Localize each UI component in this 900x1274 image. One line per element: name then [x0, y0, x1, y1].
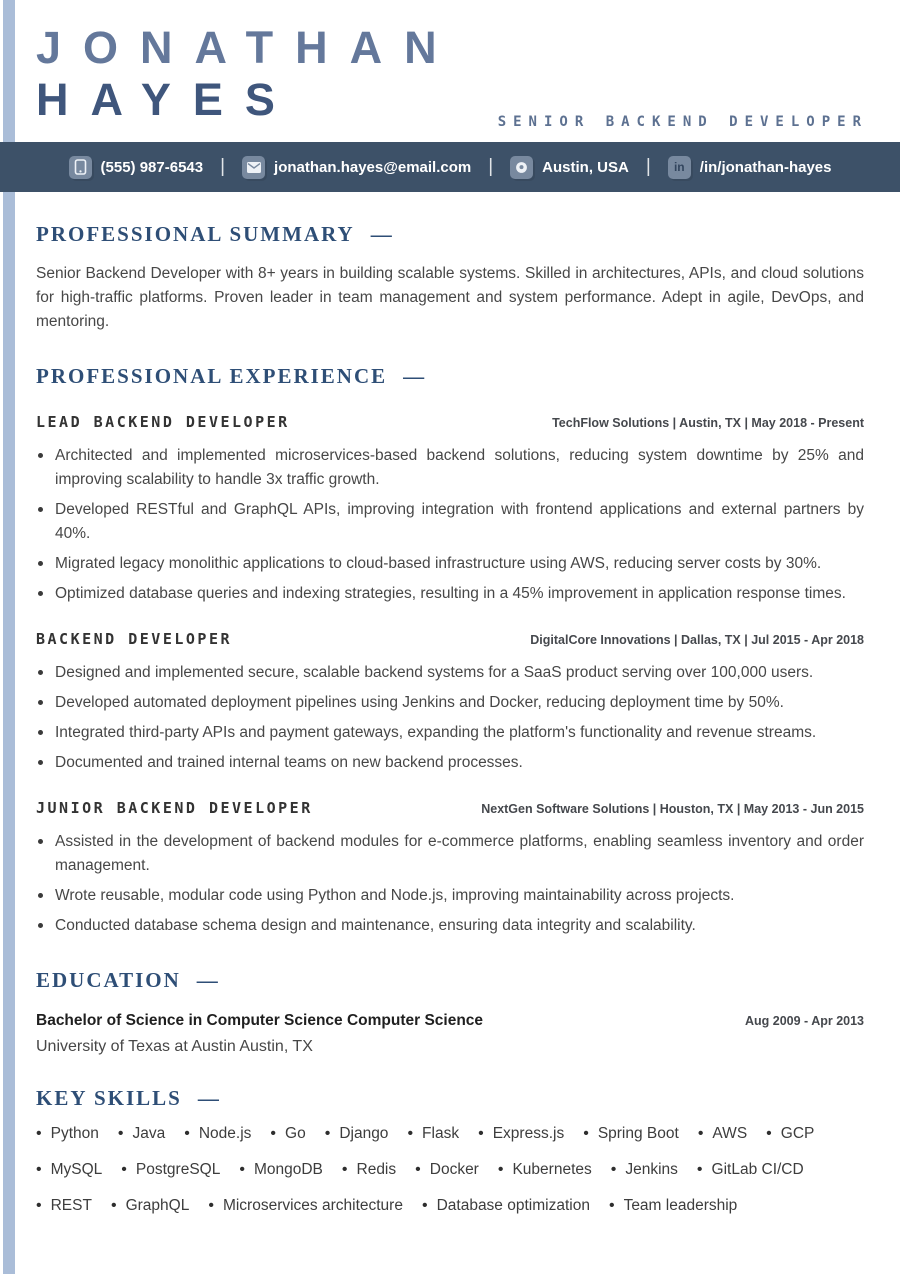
skills-row	[36, 1120, 864, 1147]
contact-location-label: Austin, USA	[542, 158, 629, 176]
skill-item: • Go	[270, 1120, 305, 1147]
skill-item: • GraphQL	[111, 1192, 189, 1219]
contact-separator: |	[220, 156, 226, 177]
job-role: JUNIOR BACKEND DEVELOPER	[36, 799, 313, 817]
job-bullet: Developed RESTful and GraphQL APIs, improving integration with frontend applications and external partners by 40%.	[36, 498, 864, 546]
section-dash: —	[196, 968, 218, 992]
skill-item: • Redis	[342, 1156, 396, 1183]
skill-item: • Team leadership	[609, 1192, 737, 1219]
candidate-job-title: SENIOR BACKEND DEVELOPER	[497, 114, 868, 130]
job-bullet: Designed and implemented secure, scalable backend systems for a SaaS product serving over 100,000 users.	[36, 661, 864, 685]
job-bullet: Wrote reusable, modular code using Python and Node.js, improving maintainability across projects.	[36, 884, 864, 908]
education-school: University of Texas at Austin Austin, TX	[36, 1038, 313, 1055]
skills-row	[36, 1156, 864, 1183]
contact-bar	[0, 142, 900, 192]
job-role: BACKEND DEVELOPER	[36, 630, 233, 648]
location-icon	[510, 156, 533, 179]
skill-item: • MongoDB	[239, 1156, 323, 1183]
section-dash: —	[197, 1086, 219, 1110]
job-entry	[36, 413, 864, 606]
job-header-row	[36, 799, 864, 817]
job-bullet: Assisted in the development of backend modules for e-commerce platforms, enabling seamless inventory and order management.	[36, 830, 864, 878]
phone-icon	[69, 156, 92, 179]
skill-item: • Spring Boot	[583, 1120, 679, 1147]
education-entry-row	[36, 1012, 864, 1030]
contact-separator: |	[488, 156, 494, 177]
skill-item: • Java	[118, 1120, 165, 1147]
job-bullet: Developed automated deployment pipelines using Jenkins and Docker, reducing deployment time by 50%.	[36, 691, 864, 715]
skill-item: • Microservices architecture	[208, 1192, 403, 1219]
section-title-summary	[36, 222, 864, 247]
skill-item: • Docker	[415, 1156, 479, 1183]
job-bullet: Integrated third-party APIs and payment gateways, expanding the platform's functionality and revenue streams.	[36, 721, 864, 745]
section-dash: —	[403, 364, 425, 388]
linkedin-icon	[668, 156, 691, 179]
section-title-skills	[36, 1086, 864, 1111]
education-title-text: EDUCATION	[36, 968, 181, 992]
contact-linkedin-label: /in/jonathan-hayes	[699, 158, 832, 176]
job-meta: TechFlow Solutions | Austin, TX | May 2018 - Present	[552, 416, 864, 430]
job-bullet: Documented and trained internal teams on new backend processes.	[36, 751, 864, 775]
section-title-experience	[36, 364, 864, 389]
job-bullet: Optimized database queries and indexing strategies, resulting in a 45% improvement in application response times.	[36, 582, 864, 606]
job-meta: DigitalCore Innovations | Dallas, TX | Jul 2015 - Apr 2018	[530, 633, 864, 647]
contact-linkedin[interactable]	[668, 156, 832, 179]
experience-title-text: PROFESSIONAL EXPERIENCE	[36, 364, 388, 388]
summary-paragraph: Senior Backend Developer with 8+ years in building scalable systems. Skilled in architectures, APIs, and cloud solutions for high-traffic platforms. Proven leader in team management and system performance. Adept in agile, DevOps, and mentoring.	[36, 265, 864, 330]
resume-header	[0, 0, 900, 142]
skill-item: • REST	[36, 1192, 92, 1219]
job-bullet: Migrated legacy monolithic applications to cloud-based infrastructure using AWS, reducing server costs by 30%.	[36, 552, 864, 576]
education-dates: Aug 2009 - Apr 2013	[744, 1014, 864, 1028]
contact-email-label: jonathan.hayes@email.com	[274, 158, 472, 176]
skill-item: • Jenkins	[611, 1156, 678, 1183]
skill-item: • Python	[36, 1120, 99, 1147]
skills-title-text: KEY SKILLS	[36, 1086, 182, 1110]
skill-item: • Database optimization	[422, 1192, 590, 1219]
resume-body	[0, 222, 900, 1219]
skill-item: • Kubernetes	[498, 1156, 592, 1183]
skill-item: • PostgreSQL	[121, 1156, 220, 1183]
candidate-name	[36, 22, 459, 126]
candidate-last-name: HAYES	[36, 74, 297, 125]
skills-block	[36, 1120, 864, 1219]
skill-item: • MySQL	[36, 1156, 102, 1183]
skills-row	[36, 1192, 864, 1219]
skill-item: • Flask	[407, 1120, 459, 1147]
job-bullet: Architected and implemented microservices-based backend solutions, reducing system downtime by 25% and improving scalability to handle 3x traffic growth.	[36, 444, 864, 492]
email-icon	[242, 156, 265, 179]
job-header-row	[36, 630, 864, 648]
skill-item: • Django	[325, 1120, 389, 1147]
skill-item: • GitLab CI/CD	[697, 1156, 804, 1183]
section-title-education	[36, 968, 864, 993]
job-role: LEAD BACKEND DEVELOPER	[36, 413, 290, 431]
job-bullet: Conducted database schema design and maintenance, ensuring data integrity and scalability.	[36, 914, 864, 938]
contact-separator: |	[645, 156, 651, 177]
job-entry	[36, 630, 864, 775]
candidate-first-name: JONATHAN	[36, 22, 459, 73]
linkedin-in-glyph: in	[673, 160, 685, 174]
contact-phone-label: (555) 987-6543	[100, 158, 204, 176]
job-bullet-list	[36, 830, 864, 938]
job-bullet-list	[36, 661, 864, 775]
skill-item: • GCP	[766, 1120, 814, 1147]
job-bullet-list	[36, 444, 864, 606]
section-dash: —	[370, 222, 392, 246]
contact-email[interactable]	[242, 156, 471, 179]
education-degree: Bachelor of Science in Computer Science Computer Science	[36, 1012, 484, 1029]
job-header-row	[36, 413, 864, 431]
skill-item: • Node.js	[184, 1120, 251, 1147]
contact-location[interactable]	[510, 156, 629, 179]
skill-item: • Express.js	[478, 1120, 564, 1147]
job-entry	[36, 799, 864, 938]
job-meta: NextGen Software Solutions | Houston, TX | May 2013 - Jun 2015	[481, 802, 864, 816]
skill-item: • AWS	[698, 1120, 747, 1147]
contact-phone[interactable]	[69, 156, 204, 179]
summary-title-text: PROFESSIONAL SUMMARY	[36, 222, 355, 246]
